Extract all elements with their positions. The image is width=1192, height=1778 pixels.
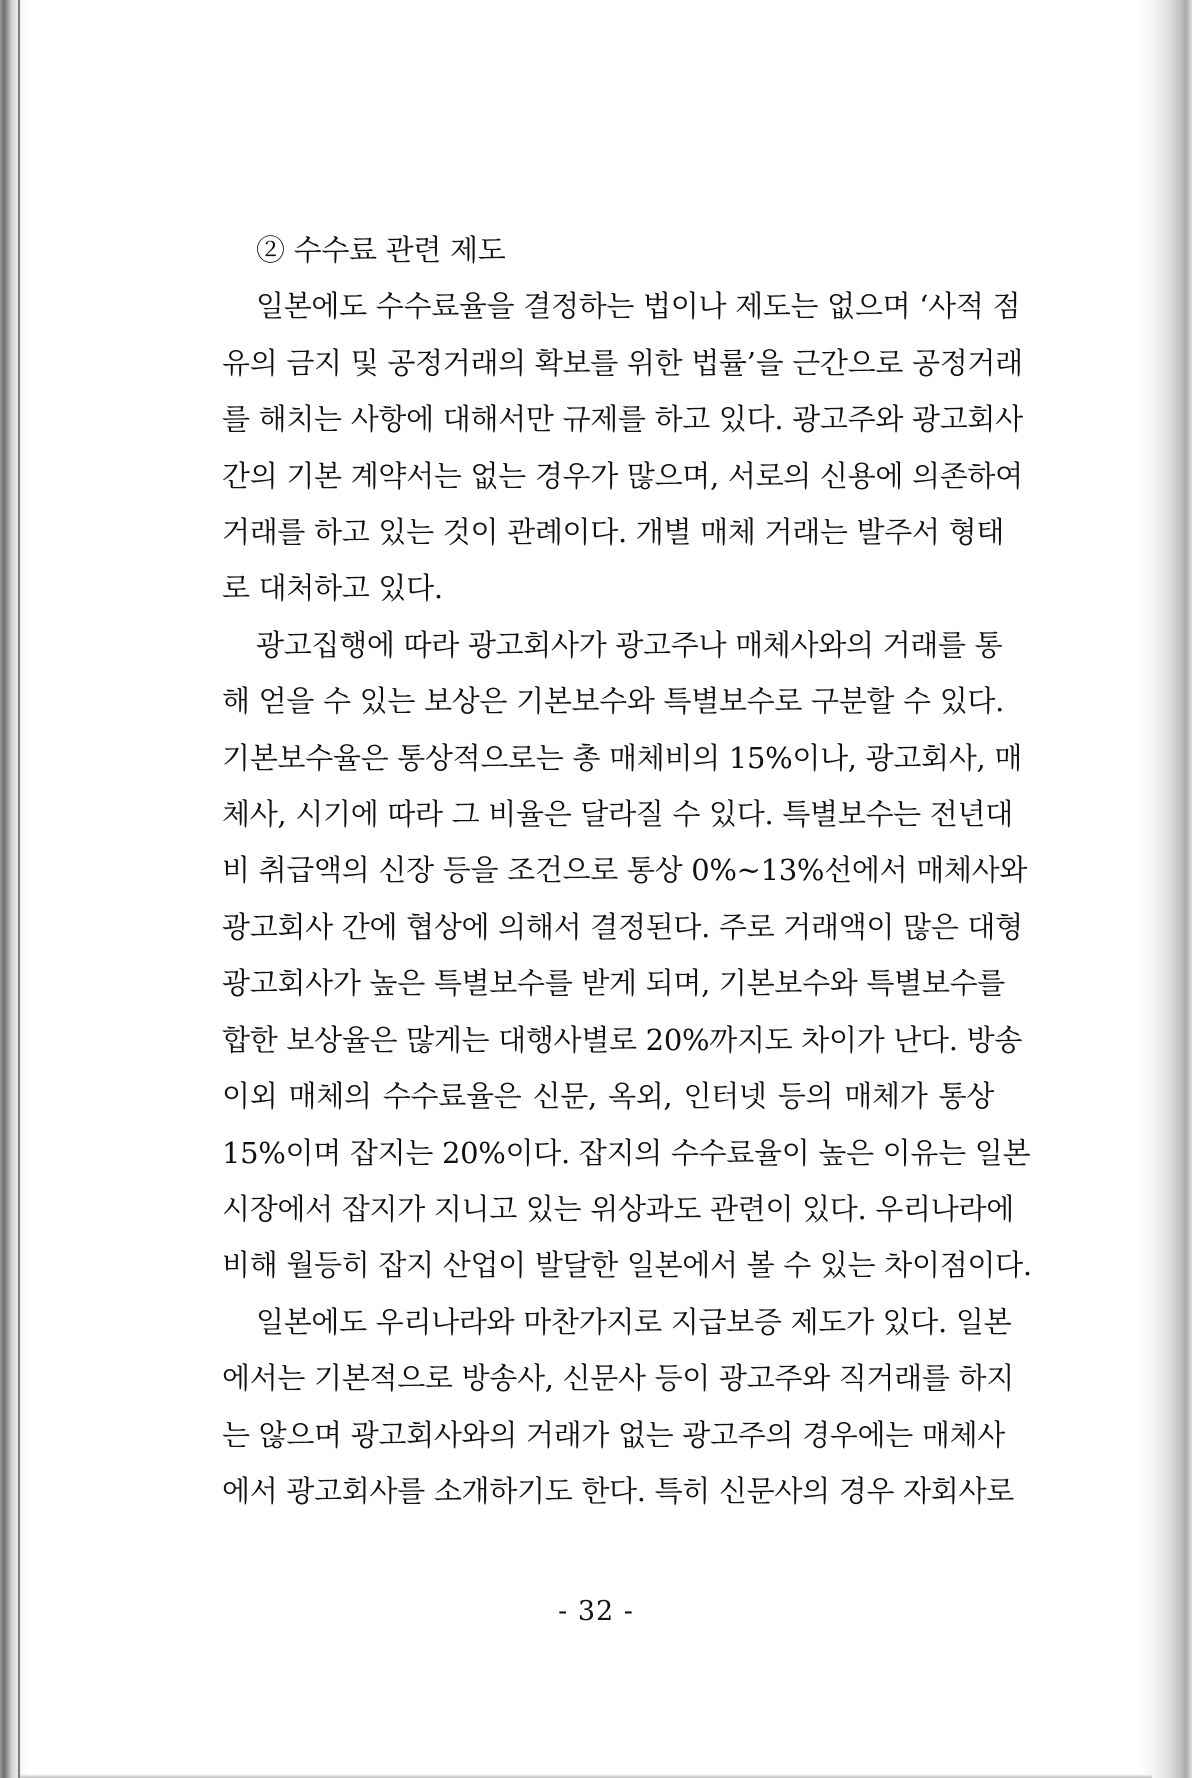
paragraph-line: 를 해치는 사항에 대해서만 규제를 하고 있다. 광고주와 광고회사 — [222, 402, 1023, 437]
paragraph-line: 에서 광고회사를 소개하기도 한다. 특히 신문사의 경우 자회사로 — [222, 1473, 1014, 1508]
paragraph-line: 비해 월등히 잡지 산업이 발달한 일본에서 볼 수 있는 차이점이다. — [222, 1248, 1032, 1283]
paragraph-line: 이외 매체의 수수료율은 신문, 옥외, 인터넷 등의 매체가 통상 — [222, 1079, 994, 1114]
paragraph-line: 에서는 기본적으로 방송사, 신문사 등이 광고주와 직거래를 하지 — [222, 1361, 1014, 1396]
paragraph-line: 광고회사가 높은 특별보수를 받게 되며, 기본보수와 특별보수를 — [222, 966, 1005, 1001]
paragraph-line: 해 얻을 수 있는 보상은 기본보수와 특별보수로 구분할 수 있다. — [222, 684, 1005, 719]
paragraph-line: 15%이며 잡지는 20%이다. 잡지의 수수료율이 높은 이유는 일본 — [222, 1135, 1031, 1170]
paragraph-line: 시장에서 잡지가 지니고 있는 위상과도 관련이 있다. 우리나라에 — [222, 1191, 1014, 1226]
paragraph-line: 간의 기본 계약서는 없는 경우가 많으며, 서로의 신용에 의존하여 — [222, 458, 1023, 493]
paragraph-line: 체사, 시기에 따라 그 비율은 달라질 수 있다. 특별보수는 전년대 — [222, 797, 1013, 832]
paragraph-line: 비 취급액의 신장 등을 조건으로 통상 0%~13%선에서 매체사와 — [222, 853, 1028, 888]
paragraph-line: 유의 금지 및 공정거래의 확보를 위한 법률’을 근간으로 공정거래 — [222, 345, 1023, 380]
paragraph-line: 로 대처하고 있다. — [222, 571, 443, 606]
page-body — [222, 222, 1032, 1519]
page-number: - 32 - — [558, 1596, 634, 1627]
paragraph-line: 거래를 하고 있는 것이 관례이다. 개별 매체 거래는 발주서 형태 — [222, 515, 1005, 550]
page-bottom-edge — [20, 1774, 1152, 1778]
paragraph-line: 합한 보상율은 많게는 대행사별로 20%까지도 차이가 난다. 방송 — [222, 1022, 1023, 1057]
section-heading: ② 수수료 관련 제도 — [256, 233, 506, 267]
paragraph-line: 광고회사 간에 협상에 의해서 결정된다. 주로 거래액이 많은 대형 — [222, 909, 1023, 944]
page-right-curl — [1140, 0, 1192, 1778]
paragraph-line: 일본에도 수수료율을 결정하는 법이나 제도는 없으며 ‘사적 점 — [256, 289, 1021, 324]
page-left-edge — [0, 0, 28, 1778]
paragraph-line: 는 않으며 광고회사와의 거래가 없는 광고주의 경우에는 매체사 — [222, 1417, 1005, 1452]
paragraph-line: 기본보수율은 통상적으로는 총 매체비의 15%이나, 광고회사, 매 — [222, 740, 1023, 775]
paragraph-line: 일본에도 우리나라와 마찬가지로 지급보증 제도가 있다. 일본 — [256, 1304, 1012, 1339]
paragraph-line: 광고집행에 따라 광고회사가 광고주나 매체사와의 거래를 통 — [256, 627, 1003, 662]
